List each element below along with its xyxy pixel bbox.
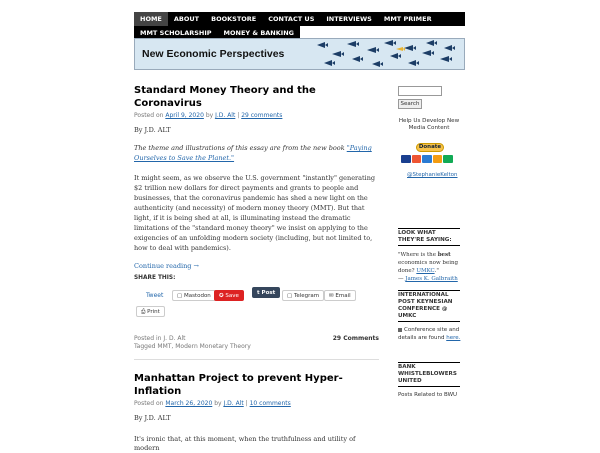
post-date-link[interactable]: April 9, 2020	[165, 112, 204, 119]
donate-button[interactable]: Donate	[416, 143, 444, 152]
mastodon-share-label: Mastodon	[183, 293, 211, 299]
tumblr-icon: t	[257, 290, 262, 296]
post-title[interactable]: Standard Money Theory and the Coronavirus	[134, 85, 316, 109]
site-banner[interactable]	[134, 38, 465, 70]
site-title: New Economic Perspectives	[142, 48, 285, 60]
author-link[interactable]: J.D. Alt	[223, 400, 244, 407]
tweet-button[interactable]: Tweet	[142, 290, 167, 301]
quote-text: "Where is the	[398, 252, 438, 258]
meta-separator: |	[237, 112, 240, 119]
bullet-icon	[398, 328, 402, 332]
meta-prefix: Posted on	[134, 112, 164, 119]
post-meta	[134, 400, 379, 408]
testimonial-quote	[398, 251, 462, 283]
post-manhattan-project	[134, 372, 379, 453]
post-excerpt: It might seem, as we observe the U.S. government "instantly" generating $2 trillion new dollars for direct payments and grants to people and businesses, that the coronavirus pandemic has shed a new light on the authenticity (and necessity) of modern money theory (MMT). But that light, if it is being shed at all, is illuminating instead the dramatic limitations of the "standard money theory" we insist on applying to the exigencies of an unfolding modern society (including, but not limited to, how to deal with pandemics).	[134, 174, 376, 252]
post-byline: By J.D. ALT	[134, 126, 171, 134]
meta-separator: |	[245, 400, 248, 407]
fish-school-illustration	[312, 39, 462, 69]
bwu-posts-text: Posts Related to BWU	[398, 392, 458, 398]
payment-cards	[401, 155, 453, 163]
twitter-handle-link[interactable]: @StephanieKelton	[407, 172, 458, 178]
category-link[interactable]: J. D. Alt	[163, 335, 186, 342]
amex-card-icon	[422, 155, 432, 163]
print-button[interactable]	[136, 306, 165, 317]
nav-item-money-banking[interactable]: MONEY & BANKING	[218, 26, 300, 40]
quote-emphasis: best	[437, 252, 451, 258]
post-footer	[134, 335, 379, 351]
umkc-link[interactable]: UMKC	[416, 268, 435, 274]
author-link[interactable]: J.D. Alt	[215, 112, 236, 119]
book-link[interactable]: "Paying Ourselves to Save the Planet."	[134, 144, 372, 162]
search-input[interactable]	[398, 86, 442, 96]
widget-title-bwu: BANK WHISTLEBLOWERS UNITED	[398, 362, 460, 387]
email-share-label: Email	[335, 293, 351, 299]
tags-line: Tagged MMT, Modern Monetary Theory	[134, 343, 251, 350]
post-date-link[interactable]: March 26, 2020	[165, 400, 213, 407]
main-content	[134, 84, 379, 453]
telegram-share-button[interactable]	[282, 290, 324, 301]
quote-text: economics now being done?	[398, 260, 459, 274]
telegram-share-label: Telegram	[293, 293, 320, 299]
nav-item-mmt-primer[interactable]: MMT PRIMER	[378, 12, 438, 26]
discover-card-icon	[433, 155, 443, 163]
nav-item-interviews[interactable]: INTERVIEWS	[320, 12, 377, 26]
main-nav	[134, 12, 465, 40]
visa-card-icon	[401, 155, 411, 163]
pinterest-save-button[interactable]	[214, 290, 244, 301]
post-excerpt: It's ironic that, at this moment, when the truthfulness and utility of modern	[134, 435, 356, 452]
comments-count-link[interactable]: 29 Comments	[332, 335, 379, 342]
post-byline: By J.D. ALT	[134, 414, 171, 422]
meta-by: by	[205, 112, 214, 119]
widget-title-testimonials: LOOK WHAT THEY'RE SAYING:	[398, 228, 460, 246]
pinterest-save-label: Save	[225, 293, 239, 299]
meta-by: by	[214, 400, 222, 407]
mastercard-icon	[412, 155, 422, 163]
conference-details	[398, 326, 462, 342]
theme-text: The theme and illustrations of this essay are from the new book	[134, 144, 347, 152]
search-button[interactable]: Search	[398, 99, 422, 109]
tag-mmt-link[interactable]: MMT	[157, 343, 172, 350]
tumblr-post-button[interactable]	[252, 287, 280, 298]
widget-title-conference: INTERNATIONAL POST KEYNESIAN CONFERENCE @ UMKC	[398, 290, 460, 322]
help-us-text: Help Us Develop New Media Content	[398, 118, 460, 131]
share-buttons	[134, 284, 379, 324]
nav-item-home[interactable]: HOME	[134, 12, 168, 26]
nav-item-about[interactable]: ABOUT	[168, 12, 205, 26]
nav-row-primary	[134, 12, 465, 26]
post-divider	[134, 359, 379, 360]
email-share-button[interactable]	[324, 290, 356, 301]
conference-here-link[interactable]: here.	[446, 335, 461, 341]
bank-card-icon	[443, 155, 453, 163]
print-label: Print	[147, 309, 160, 315]
continue-reading-link[interactable]: Continue reading →	[134, 262, 199, 270]
pinterest-icon: ✪	[219, 293, 226, 299]
email-icon: ✉	[329, 293, 336, 299]
comments-link[interactable]: 10 comments	[249, 400, 291, 407]
post-meta	[134, 112, 379, 120]
share-heading: SHARE THIS:	[134, 275, 176, 281]
post-title[interactable]: Manhattan Project to prevent Hyper-Inflation	[134, 373, 343, 397]
nav-item-mmt-scholarship[interactable]: MMT SCHOLARSHIP	[134, 26, 218, 40]
mastodon-share-button[interactable]	[172, 290, 216, 301]
tumblr-post-label: Post	[261, 290, 276, 296]
galbraith-link[interactable]: James K. Galbraith	[405, 276, 458, 282]
theme-note	[134, 143, 379, 163]
nav-item-bookstore[interactable]: BOOKSTORE	[205, 12, 262, 26]
tag-modern-monetary-theory-link[interactable]: Modern Monetary Theory	[175, 343, 251, 350]
mastodon-icon: ▢	[177, 293, 184, 299]
quote-attribution-dash: —	[398, 276, 406, 282]
posted-in-label: Posted in	[134, 335, 162, 342]
tagged-label: Tagged	[134, 343, 156, 350]
quote-text: ."	[434, 268, 439, 274]
nav-item-contact-us[interactable]: CONTACT US	[262, 12, 320, 26]
comments-link[interactable]: 29 comments	[241, 112, 283, 119]
print-icon: ⎙	[141, 309, 148, 315]
meta-prefix: Posted on	[134, 400, 164, 407]
telegram-icon: ▢	[287, 293, 294, 299]
conference-text: Conference site and details are found	[398, 327, 460, 341]
post-standard-money-theory	[134, 84, 379, 351]
